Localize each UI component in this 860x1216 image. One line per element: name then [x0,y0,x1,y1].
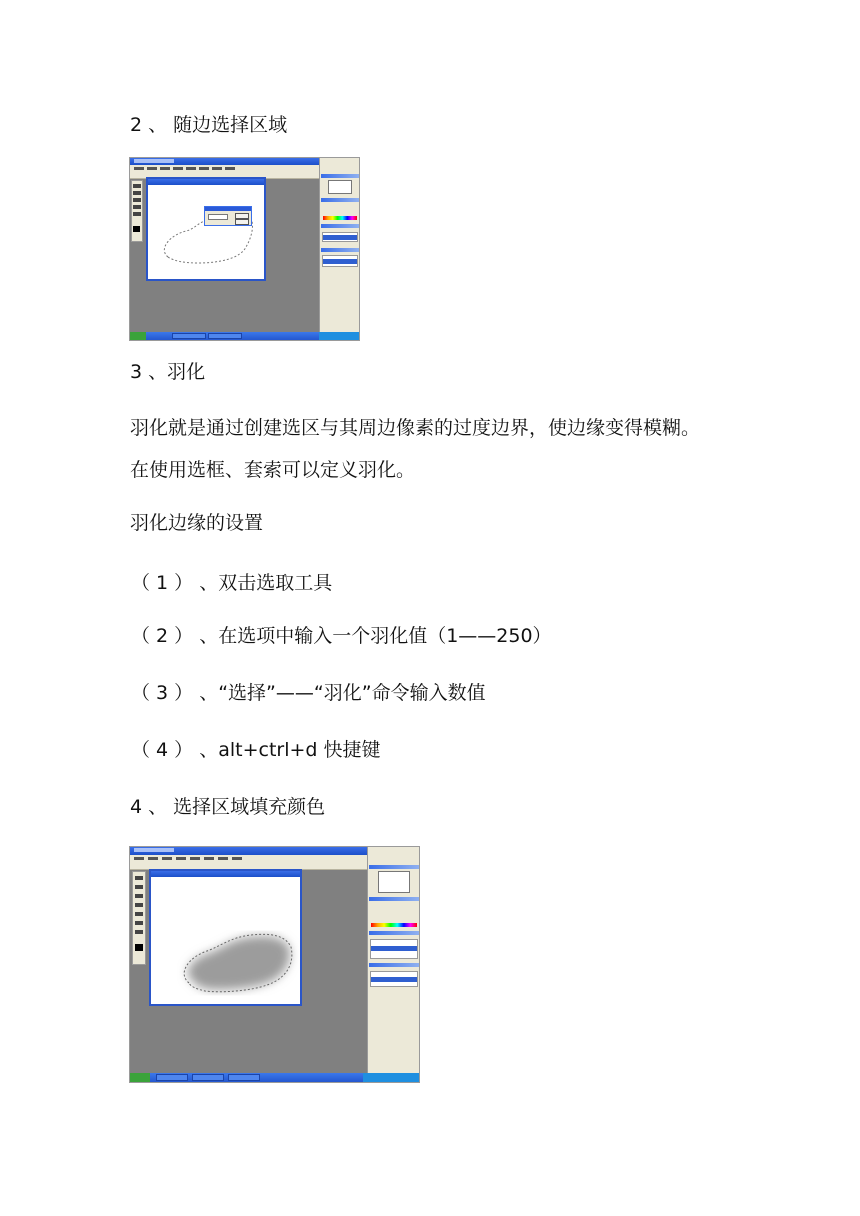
palette-panels [319,158,360,340]
navigator-thumbnail [328,180,352,194]
taskbar [130,332,359,340]
feather-dialog [204,206,252,226]
section-3-heading: 3 、羽化 [130,361,206,383]
list-item: （ 2 ） 、在选项中输入一个羽化值（1——250） [131,625,552,647]
photoshop-screenshot-1 [129,157,360,341]
color-spectrum [371,923,417,927]
document-window [149,869,302,1006]
paragraph-line-1: 羽化就是通过创建选区与其周边像素的过度边界，使边缘变得模糊。 [130,417,701,439]
section-2-heading: 2 、 随边选择区域 [130,114,288,136]
toolbox [132,871,146,965]
start-button[interactable] [130,332,146,340]
list-item: （ 3 ） 、“选择”——“羽化”命令输入数值 [131,682,486,704]
paragraph-line-2: 在使用选框、套索可以定义羽化。 [130,459,416,481]
cancel-button[interactable] [235,219,249,225]
navigator-thumbnail [378,871,410,893]
lasso-selection [148,185,264,281]
color-spectrum [323,216,357,220]
subheading: 羽化边缘的设置 [130,512,264,534]
list-item: （ 1 ） 、双击选取工具 [131,572,333,594]
taskbar [130,1073,419,1082]
photoshop-screenshot-2 [129,846,420,1083]
feathered-fill [151,877,300,1006]
toolbox [131,180,143,242]
start-button[interactable] [130,1073,150,1082]
palette-panels [367,847,420,1082]
section-4-heading: 4 、 选择区域填充颜色 [130,796,326,818]
document-window [146,177,266,281]
list-item: （ 4 ） 、alt+ctrl+d 快捷键 [131,739,381,761]
